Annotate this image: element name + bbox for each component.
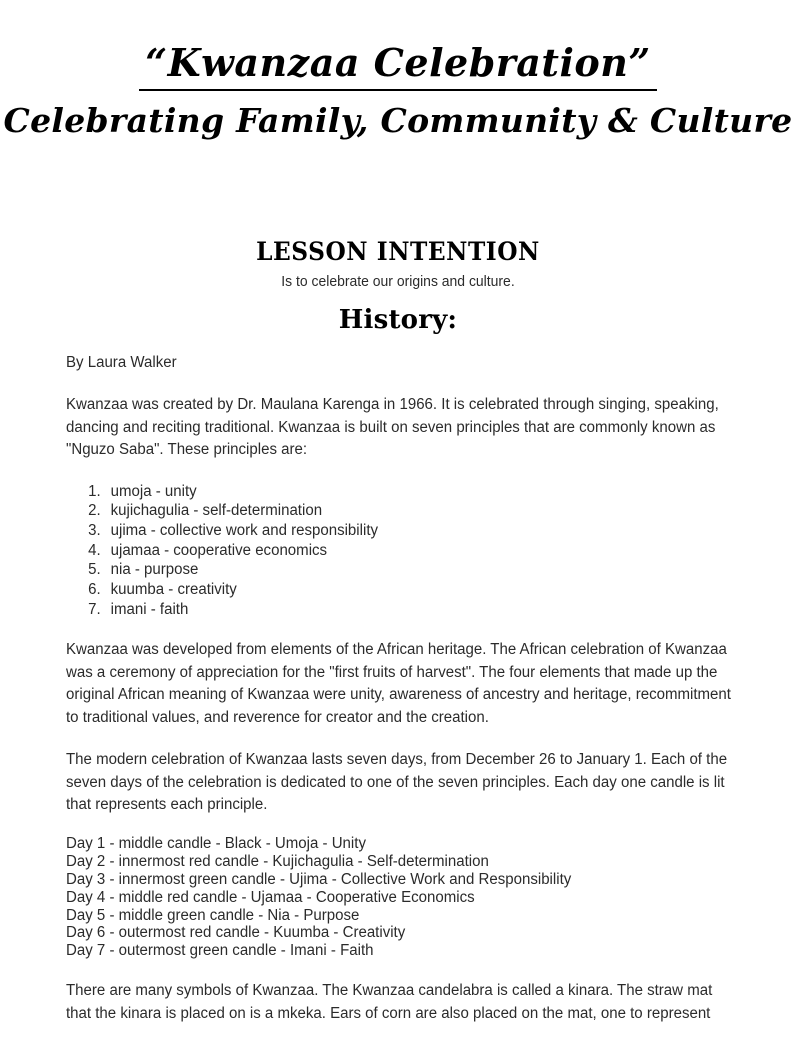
list-item: 1. umoja - unity [105, 482, 732, 502]
list-item: 2. kujichagulia - self-determination [105, 501, 732, 521]
nguzo-saba-list [66, 482, 731, 620]
lesson-intention-heading: LESSON INTENTION [256, 237, 540, 266]
body-content [66, 352, 752, 1045]
lesson-intention-block [0, 237, 796, 292]
day-line: Day 7 - outermost green candle - Imani - Faith [66, 942, 374, 960]
list-item: 5. nia - purpose [105, 560, 732, 580]
history-paragraph-2: Kwanzaa was developed from elements of the African heritage. The African celebration of Kwanzaa was a ceremony of appreciation for the "first fruits of harvest". The four elements that made up the original African meaning of Kwanzaa were unity, awareness of ancestry and heritage, recommitment to traditional values, and reverence for creator and the creation. [66, 641, 731, 726]
day-line: Day 3 - innermost green candle - Ujima - Collective Work and Responsibility [66, 870, 572, 888]
day-line: Day 2 - innermost red candle - Kujichagulia - Self-determination [66, 852, 489, 870]
day-line: Day 5 - middle green candle - Nia - Purpose [66, 906, 360, 924]
author-byline: By Laura Walker [66, 354, 177, 371]
history-heading: History: [338, 305, 458, 335]
page-subtitle: Celebrating Family, Community & Culture [3, 101, 793, 140]
day-line: Day 6 - outermost red candle - Kuumba - Creativity [66, 924, 406, 942]
history-paragraph-1: Kwanzaa was created by Dr. Maulana Karenga in 1966. It is celebrated through singing, speaking, dancing and reciting traditional. Kwanzaa is built on seven principles that are commonly known as "Nguzo Saba". These principles are: [66, 396, 719, 458]
history-paragraph-4: There are many symbols of Kwanzaa. The Kwanzaa candelabra is called a kinara. The straw mat that the kinara is placed on is a mkeka. Ears of corn are also placed on the mat, one to represent [66, 982, 713, 1022]
title-block [0, 40, 796, 143]
day-line: Day 4 - middle red candle - Ujamaa - Cooperative Economics [66, 888, 475, 906]
list-item: 6. kuumba - creativity [105, 580, 732, 600]
page-title: “Kwanzaa Celebration” [139, 40, 656, 91]
history-paragraph-3: The modern celebration of Kwanzaa lasts seven days, from December 26 to January 1. Each of the seven days of the celebration is dedicated to one of the seven principles. Each day one candle is lit that represents each principle. [66, 751, 728, 814]
lesson-intention-text: Is to celebrate our origins and culture. [281, 273, 515, 290]
day-line: Day 1 - middle candle - Black - Umoja - Unity [66, 834, 366, 852]
list-item: 3. ujima - collective work and responsibility [105, 521, 732, 541]
kwanzaa-days-list [66, 835, 731, 960]
list-item: 4. ujamaa - cooperative economics [105, 541, 732, 561]
list-item: 7. imani - faith [105, 600, 732, 620]
history-heading-block [0, 305, 796, 336]
